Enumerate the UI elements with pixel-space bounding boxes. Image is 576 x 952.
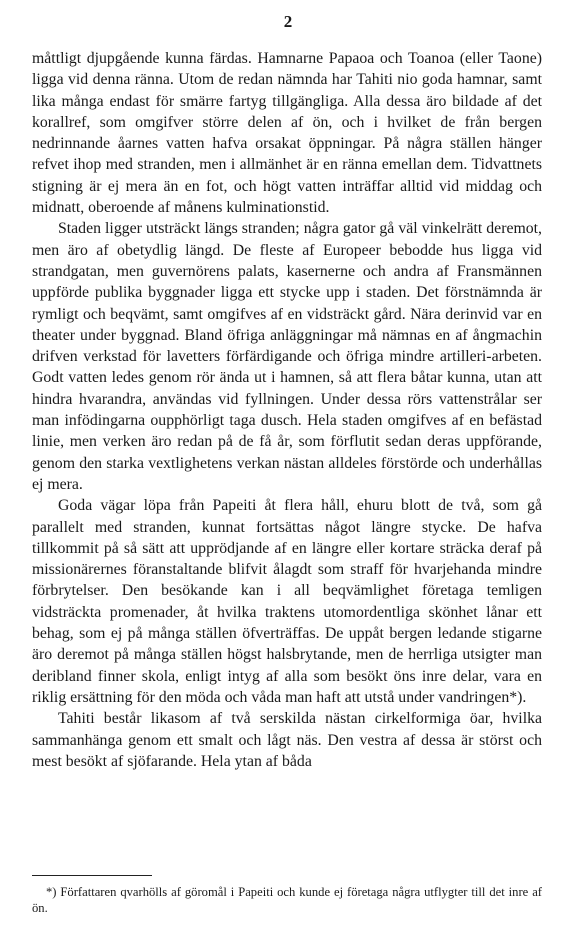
paragraph-4: Tahiti består likasom af två serskilda nästan cirkelformiga öar, hvilka sammanhänga genom ett smalt och lågt näs. Den vestra af dessa är störst och mest besökt af sjöfarande. Hela ytan af båda [32, 710, 542, 770]
footnote: *) Författaren qvarhölls af göromål i Papeiti och kunde ej företaga några utflygter till det inre af ön. [32, 885, 542, 915]
body-text [32, 48, 542, 772]
paragraph-3: Goda vägar löpa från Papeiti åt flera håll, ehuru blott de två, som gå parallelt med stranden, kunnat fortsättas något längre stycke. De hafva tillkommit på så sätt att upprödjande af en längre eller kortare sträcka deraf på missionärernes föranstaltande blifvit ålagdt som straff för hvarjehanda mindre förbrytelser. Den besökande kan i all beqvämlighet företaga temligen vidsträckta promenader, åt hvilka traktens utomordentliga skönhet lånar ett behag, som ej på många ställen öfverträffas. De uppåt bergen ledande stigarne äro deremot på många ställen högst halsbrytande, men de herrliga utsigter man deribland finner skola, enligt intyg af alla som besökt öns inre delar, vara en riklig ersättning för den möda och våda man haft att utstå under vandringen*). [32, 497, 542, 706]
paragraph-2: Staden ligger utsträckt längs stranden; några gator gå väl vinkelrätt deremot, men äro af obetydlig längd. De fleste af Europeer bebodde hus ligga vid strandgatan, men guvernörens palats, kasernerne och andra af Fransmännen uppförde publika byggnader ligga ett stycke upp i staden. Det förstnämnda är rymligt och beqvämt, samt omgifves af en vidsträckt gård. Nära derinvid var en theater under byggnad. Bland öfriga anläggningar må nämnas en af ångmachin drifven verkstad för lavetters förfärdigande och öfriga mindre artilleri-arbeten. Godt vatten ledes genom rör ända ut i hamnen, så att flera båtar kunna, utan att hindra hvarandra, användas vid fyllningen. Under dessa rörs vattenstrålar ser man infödingarna oupphörligt taga dusch. Hela staden omgifves af en befästad linie, men verken äro redan på de få år, som förflutit sedan deras uppförande, genom den starka vextlighetens verkan nästan alldeles förstörde och underhållas ej mera. [32, 220, 542, 493]
page-number: 2 [283, 12, 293, 31]
footnote-divider [32, 875, 152, 876]
paragraph-1: måttligt djupgående kunna färdas. Hamnarne Papaoa och Toanoa (eller Taone) ligga vid denna ränna. Utom de redan nämnda har Tahiti nio goda hamnar, samt lika många endast för smärre fartyg tillgängliga. Alla dessa äro bildade af det korallref, som omgifver större delen af ön, och i hvilket de från bergen nedrinnande åarnes vatten hafva orsakat öppningar. På några ställen hänger refvet ihop med stranden, men i allmänhet är en ränna emellan dem. Tidvattnets stigning är ej mera än en fot, och högt vatten inträffar alltid vid middag och midnatt, oberoende af månens kulminationstid. [32, 50, 542, 217]
